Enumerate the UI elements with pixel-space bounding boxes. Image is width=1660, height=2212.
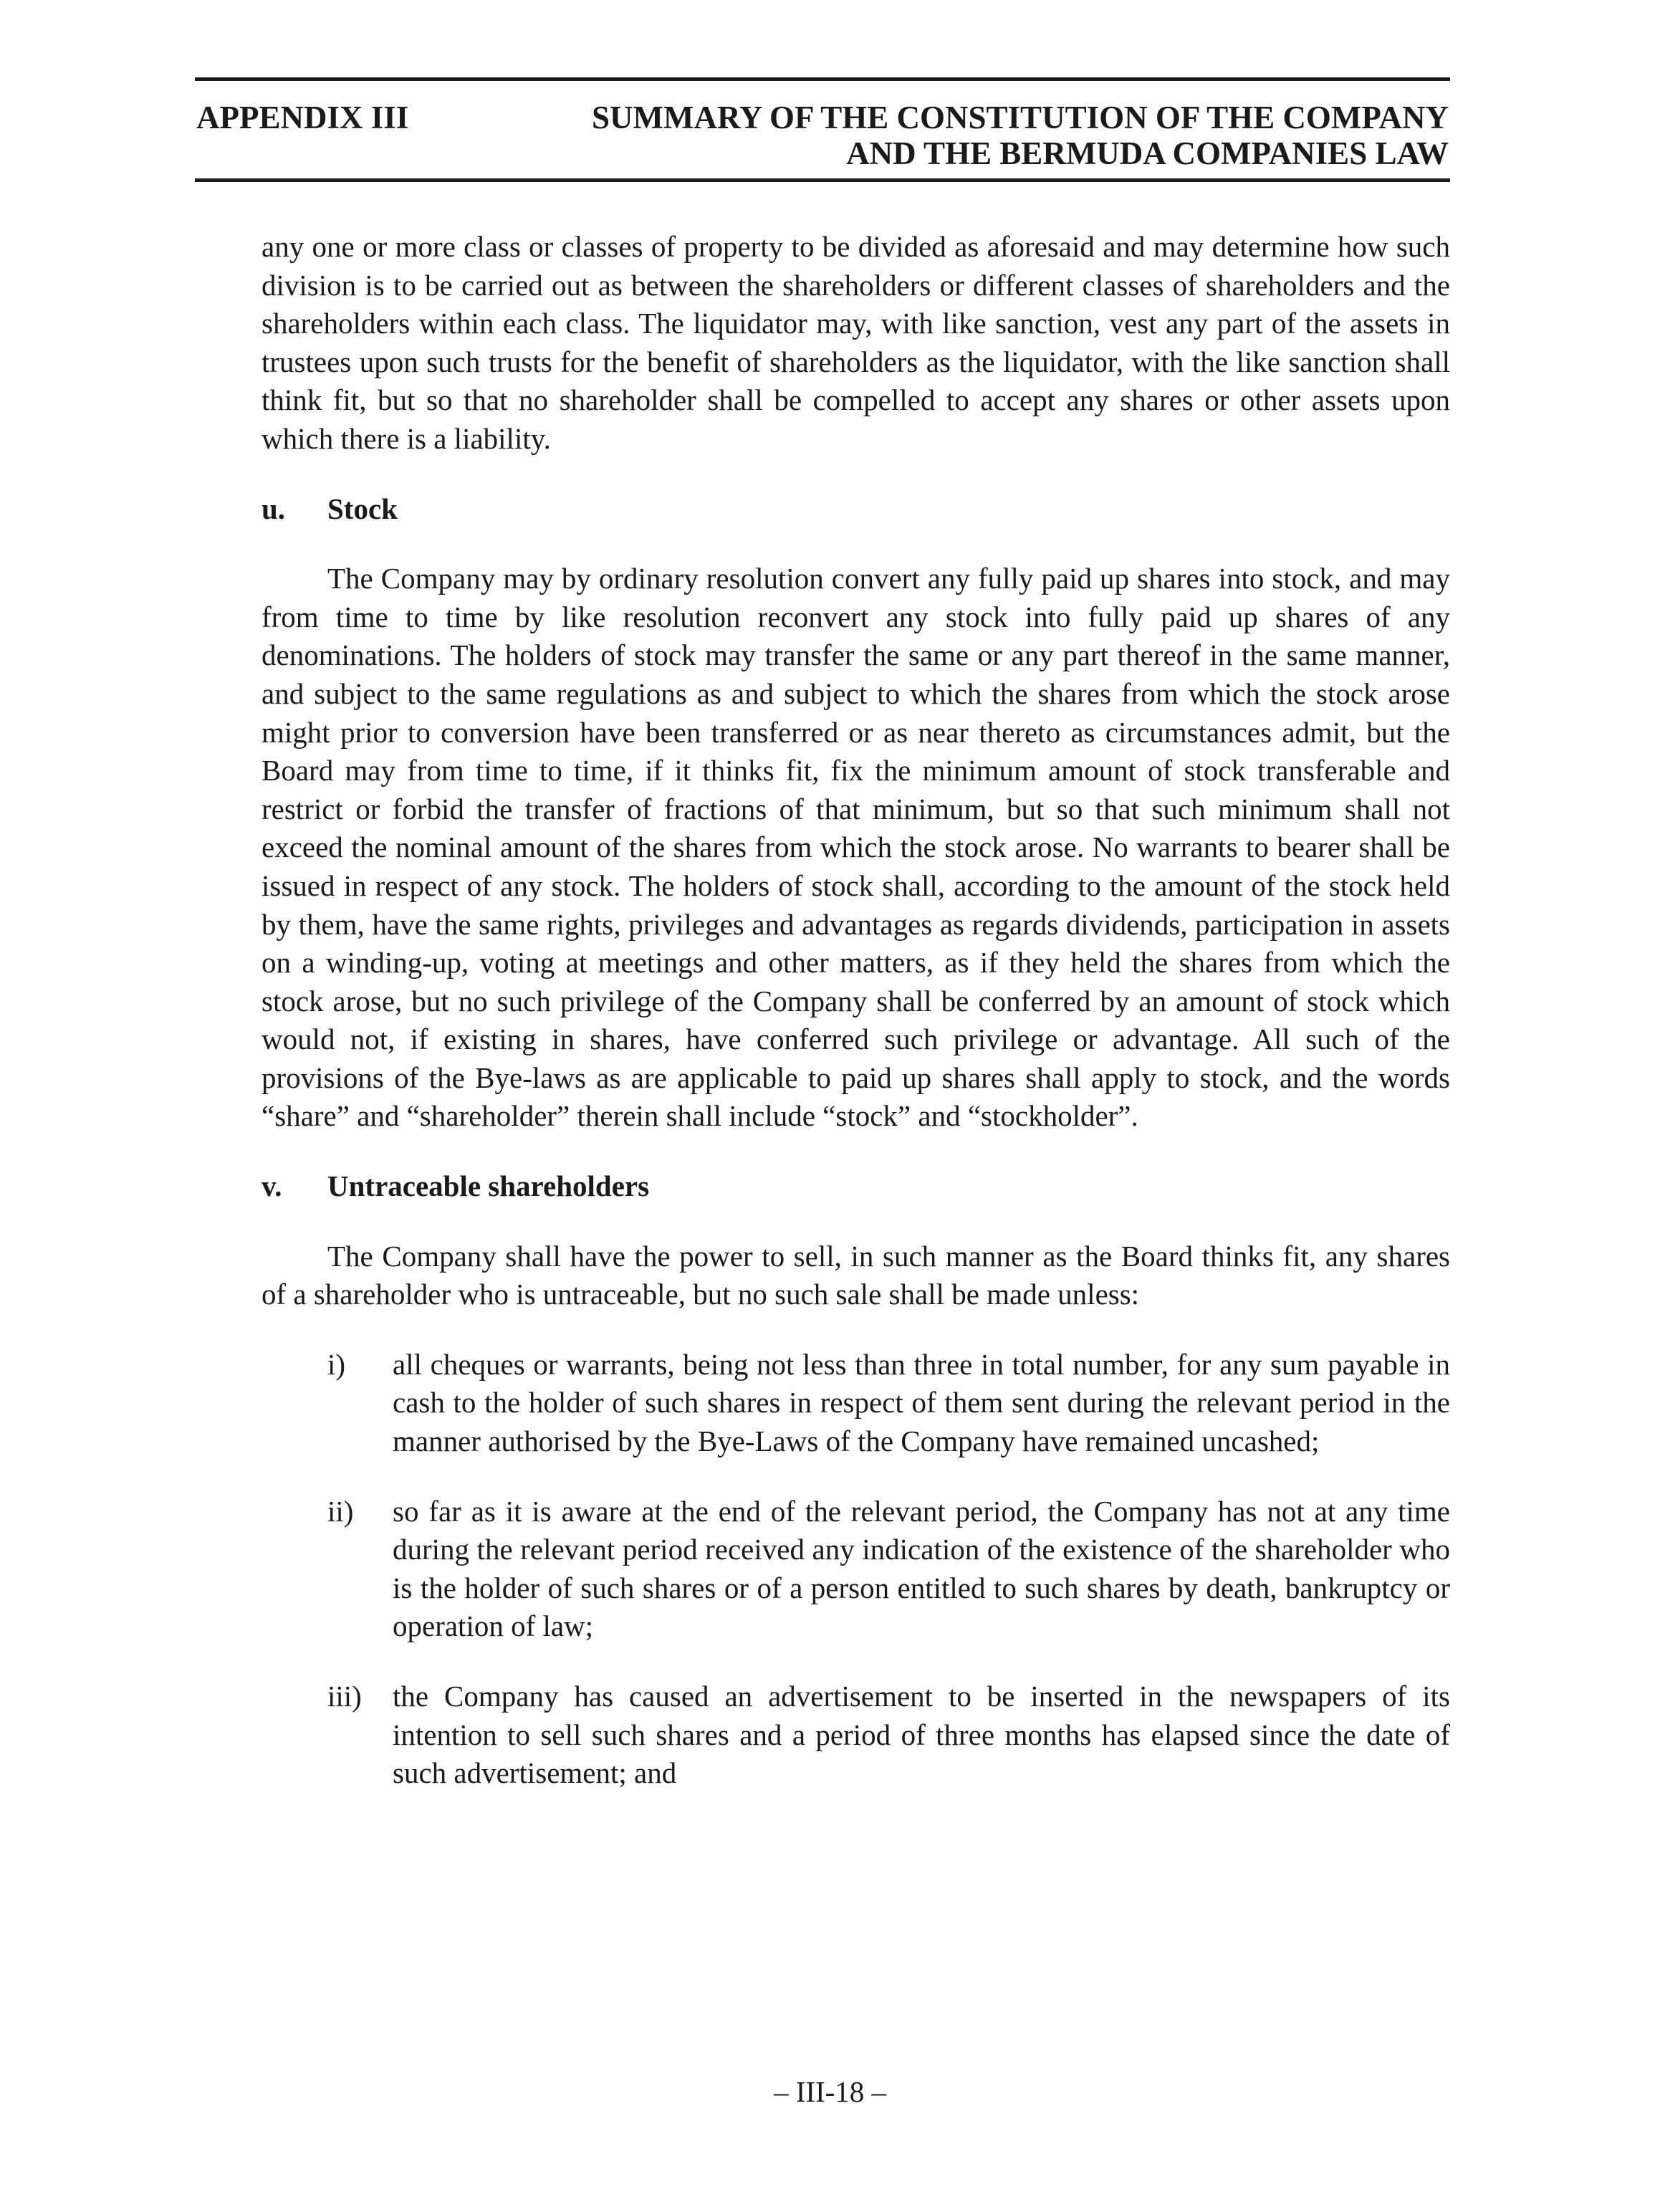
list-marker: i)	[327, 1347, 346, 1381]
list-marker: iii)	[327, 1680, 362, 1713]
header-title-line-1: SUMMARY OF THE CONSTITUTION OF THE COMPANY	[592, 100, 1449, 135]
page-header	[195, 77, 1450, 182]
list-item	[262, 1346, 1450, 1461]
section-letter: v.	[262, 1169, 282, 1203]
header-title-line-2: AND THE BERMUDA COMPANIES LAW	[846, 135, 1449, 171]
header-title	[592, 100, 1449, 171]
section-title: Stock	[327, 492, 398, 525]
untraceable-paragraph: The Company shall have the power to sell, in such manner as the Board thinks fit, any shares of a shareholder who is untraceable, but no such sale shall be made unless:	[262, 1239, 1450, 1311]
document-body	[262, 228, 1450, 1824]
section-heading-stock	[262, 490, 1450, 529]
list-item	[262, 1677, 1450, 1793]
list-marker: ii)	[327, 1494, 354, 1528]
list-item-text: so far as it is aware at the end of the relevant period, the Company has not at any time during the relevant period received any indication of the existence of the shareholder who is the holder of such shares or of a person entitled to such shares by death, bankruptcy or operation of law;	[393, 1494, 1450, 1643]
intro-paragraph: any one or more class or classes of property to be divided as aforesaid and may determine how such division is to be carried out as between the shareholders or different classes of shareholders and the shareholders within each class. The liquidator may, with like sanction, vest any part of the assets in trustees upon such trusts for the benefit of shareholders as the liquidator, with the like sanction shall think fit, but so that no shareholder shall be compelled to accept any shares or other assets upon which there is a liability.	[262, 230, 1450, 455]
page-number: – III-18 –	[773, 2075, 887, 2108]
list-item-text: all cheques or warrants, being not less than three in total number, for any sum payable in cash to the holder of such shares in respect of them sent during the relevant period in the manner authorised by the Bye-Laws of the Company have remained uncashed;	[393, 1347, 1450, 1458]
header-content	[195, 81, 1450, 178]
section-heading-untraceable-shareholders	[262, 1167, 1450, 1206]
header-bottom-rule	[195, 178, 1450, 182]
list-item-text: the Company has caused an advertisement to be inserted in the newspapers of its intention to sell such shares and a period of three months has elapsed since the date of such advertisement; and	[393, 1680, 1450, 1790]
list-item	[262, 1493, 1450, 1646]
stock-paragraph: The Company may by ordinary resolution convert any fully paid up shares into stock, and may from time to time by like resolution reconvert any stock into fully paid up shares of any denominations. The holders of stock may transfer the same or any part thereof in the same manner, and subject to the same regulations as and subject to which the shares from which the stock arose might prior to conversion have been transferred or as near thereto as circumstances admit, but the Board may from time to time, if it thinks fit, fix the minimum amount of stock transferable and restrict or forbid the transfer of fractions of that minimum, but so that such minimum shall not exceed the nominal amount of the shares from which the stock arose. No warrants to bearer shall be issued in respect of any stock. The holders of stock shall, according to the amount of the stock held by them, have the same rights, privileges and advantages as regards dividends, participation in assets on a winding-up, voting at meetings and other matters, as if they held the shares from which the stock arose, but no such privilege of the Company shall be conferred by an amount of stock which would not, if existing in shares, have conferred such privilege or advantage. All such of the provisions of the Bye-laws as are applicable to paid up shares shall apply to stock, and the words “share” and “shareholder” therein shall include “stock” and “stockholder”.	[262, 562, 1450, 1133]
section-title: Untraceable shareholders	[327, 1169, 650, 1203]
appendix-label: APPENDIX III	[196, 100, 409, 135]
conditions-list	[262, 1346, 1450, 1793]
section-letter: u.	[262, 492, 286, 525]
